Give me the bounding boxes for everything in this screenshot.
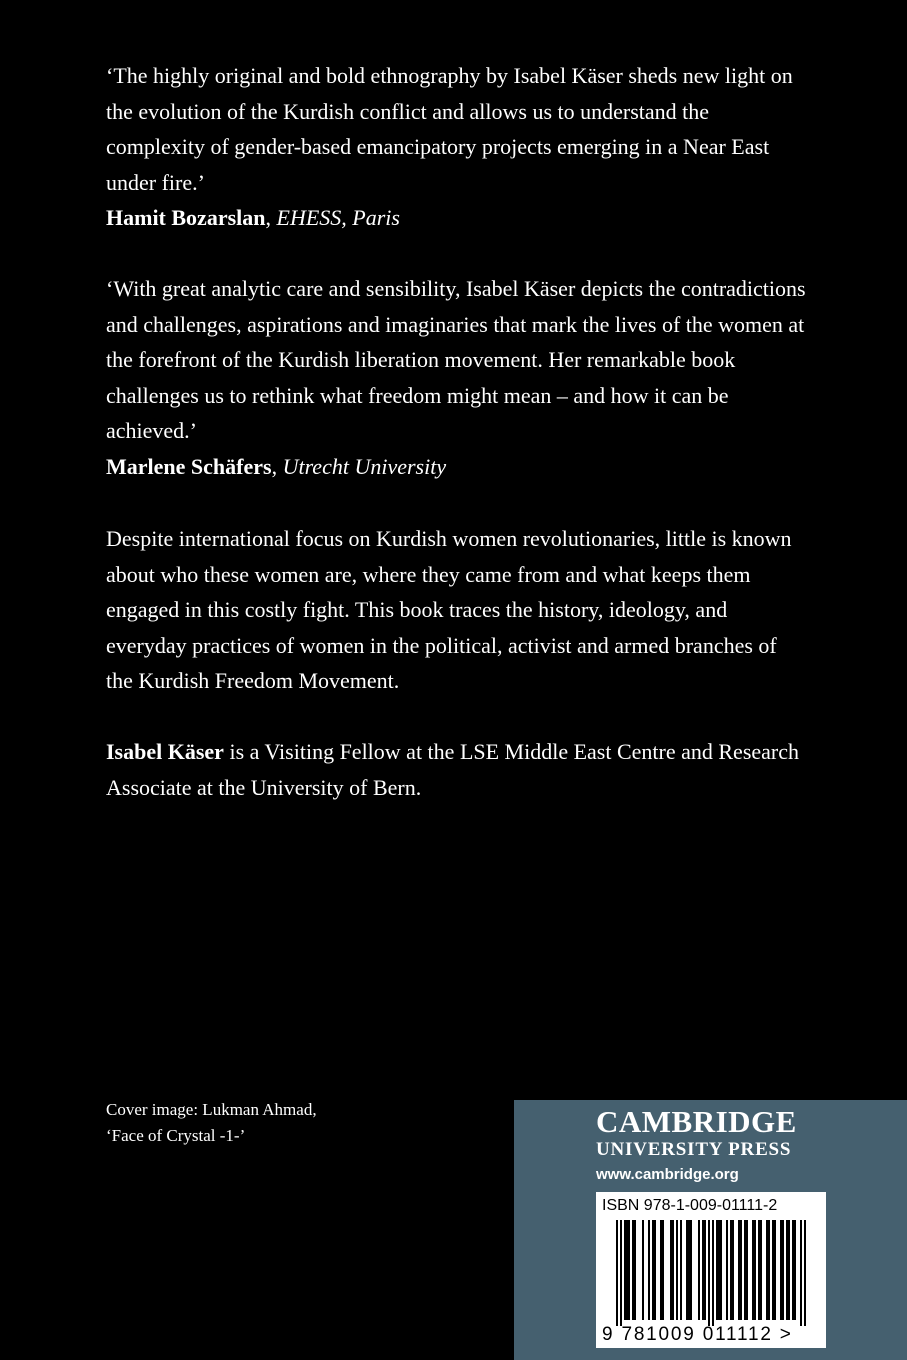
barcode-bar [620, 1220, 622, 1326]
barcode-bar [716, 1220, 718, 1320]
quote-text: ‘With great analytic care and sensibility, Isabel Käser depicts the contradictions and challenges, aspirations and imaginaries that mark the lives of the women at the forefront of the Kurdish liberation movement. Her remarkable book challenges us to rethink what freedom might mean – and how it can be achieved.’ [106, 276, 806, 443]
quote-affiliation: EHESS, Paris [276, 205, 400, 230]
barcode-bar [792, 1220, 794, 1320]
barcode-bar [732, 1220, 734, 1320]
barcode-bar [634, 1220, 636, 1320]
description-text: Despite international focus on Kurdish women revolutionaries, little is known about who these women are, where they came from and what keeps them engaged in this costly fight. This book traces the history, ideology, and everyday practices of women in the political, activist and armed branches of the Kurdish Freedom Movement. [106, 526, 792, 693]
barcode-bar [616, 1220, 618, 1326]
book-description [106, 521, 806, 699]
barcode-bar [686, 1220, 688, 1320]
publisher-url[interactable]: www.cambridge.org [596, 1166, 739, 1183]
barcode-bar [760, 1220, 762, 1320]
barcode-bar [624, 1220, 626, 1320]
quote-attribution [106, 449, 806, 485]
quote-author: Hamit Bozarslan [106, 205, 266, 230]
barcode-label [596, 1192, 826, 1348]
barcode-bar [702, 1220, 704, 1320]
barcode-bar [772, 1220, 774, 1320]
endorsement-quote-1 [106, 58, 806, 236]
barcode-bar [632, 1220, 634, 1320]
quote-attribution [106, 200, 806, 236]
barcode-bar [786, 1220, 788, 1320]
barcode-bar [672, 1220, 674, 1320]
attribution-separator: , [265, 205, 277, 230]
publisher-name: CAMBRIDGE [596, 1104, 797, 1139]
barcode-bar [662, 1220, 664, 1320]
quote-affiliation: Utrecht University [282, 453, 447, 479]
barcode-bar [774, 1220, 776, 1320]
barcode-bar [642, 1220, 644, 1320]
cover-credit-line-1: Cover image: Lukman Ahmad, [106, 1100, 317, 1119]
barcode-bar [648, 1220, 650, 1320]
barcode-bar [720, 1220, 722, 1320]
bio-author-name: Isabel Käser [106, 739, 224, 764]
barcode-bar [804, 1220, 806, 1326]
barcode-bar [670, 1220, 672, 1320]
barcode-bar [746, 1220, 748, 1320]
barcode-bar [688, 1220, 690, 1320]
attribution-separator: , [271, 453, 283, 479]
barcode-bar [800, 1220, 802, 1326]
barcode-bar [698, 1220, 700, 1320]
barcode-bar [718, 1220, 720, 1320]
barcode-bar [690, 1220, 692, 1320]
barcode-bar [752, 1220, 754, 1320]
publisher-panel [514, 1100, 907, 1360]
barcode-bar [652, 1220, 654, 1320]
cover-credit-line-2: ‘Face of Crystal -1-’ [106, 1126, 246, 1145]
author-bio [106, 734, 806, 805]
barcode-bar [676, 1220, 678, 1320]
barcode-bar [730, 1220, 732, 1320]
barcode-bar [744, 1220, 746, 1320]
barcode-digits: 9 781009 011112 > [602, 1324, 793, 1345]
quote-author: Marlene Schäfers [106, 453, 272, 479]
publisher-subname: UNIVERSITY PRESS [596, 1139, 792, 1160]
barcode-bar [654, 1220, 656, 1320]
barcode-bar [740, 1220, 742, 1320]
barcode-bar [708, 1220, 710, 1326]
barcode-bar [788, 1220, 790, 1320]
isbn-text: ISBN 978-1-009-01111-2 [602, 1197, 778, 1214]
barcode-bar [754, 1220, 756, 1320]
barcode-bar [758, 1220, 760, 1320]
barcode-bar [660, 1220, 662, 1320]
barcode-bar [780, 1220, 782, 1320]
quote-text: ‘The highly original and bold ethnography by Isabel Käser sheds new light on the evolution of the Kurdish conflict and allows us to understand the complexity of gender-based emancipatory projects emerging in a Near East under fire.’ [106, 63, 793, 195]
barcode-bar [782, 1220, 784, 1320]
barcode-bar [726, 1220, 728, 1320]
barcode-bar [712, 1220, 714, 1326]
barcode-bar [628, 1220, 630, 1320]
barcode-bar [680, 1220, 682, 1320]
barcode-bar [766, 1220, 768, 1320]
barcode-bar [794, 1220, 796, 1320]
cover-image-credit [106, 1097, 406, 1149]
bio-text: is a Visiting Fellow at the LSE Middle East Centre and Research Associate at the University of Bern. [106, 739, 800, 800]
barcode-bar [626, 1220, 628, 1320]
barcode-bar [738, 1220, 740, 1320]
bio-paragraph [106, 734, 806, 805]
endorsement-quote-2 [106, 271, 806, 484]
barcode-bar [704, 1220, 706, 1320]
barcode-bar [768, 1220, 770, 1320]
